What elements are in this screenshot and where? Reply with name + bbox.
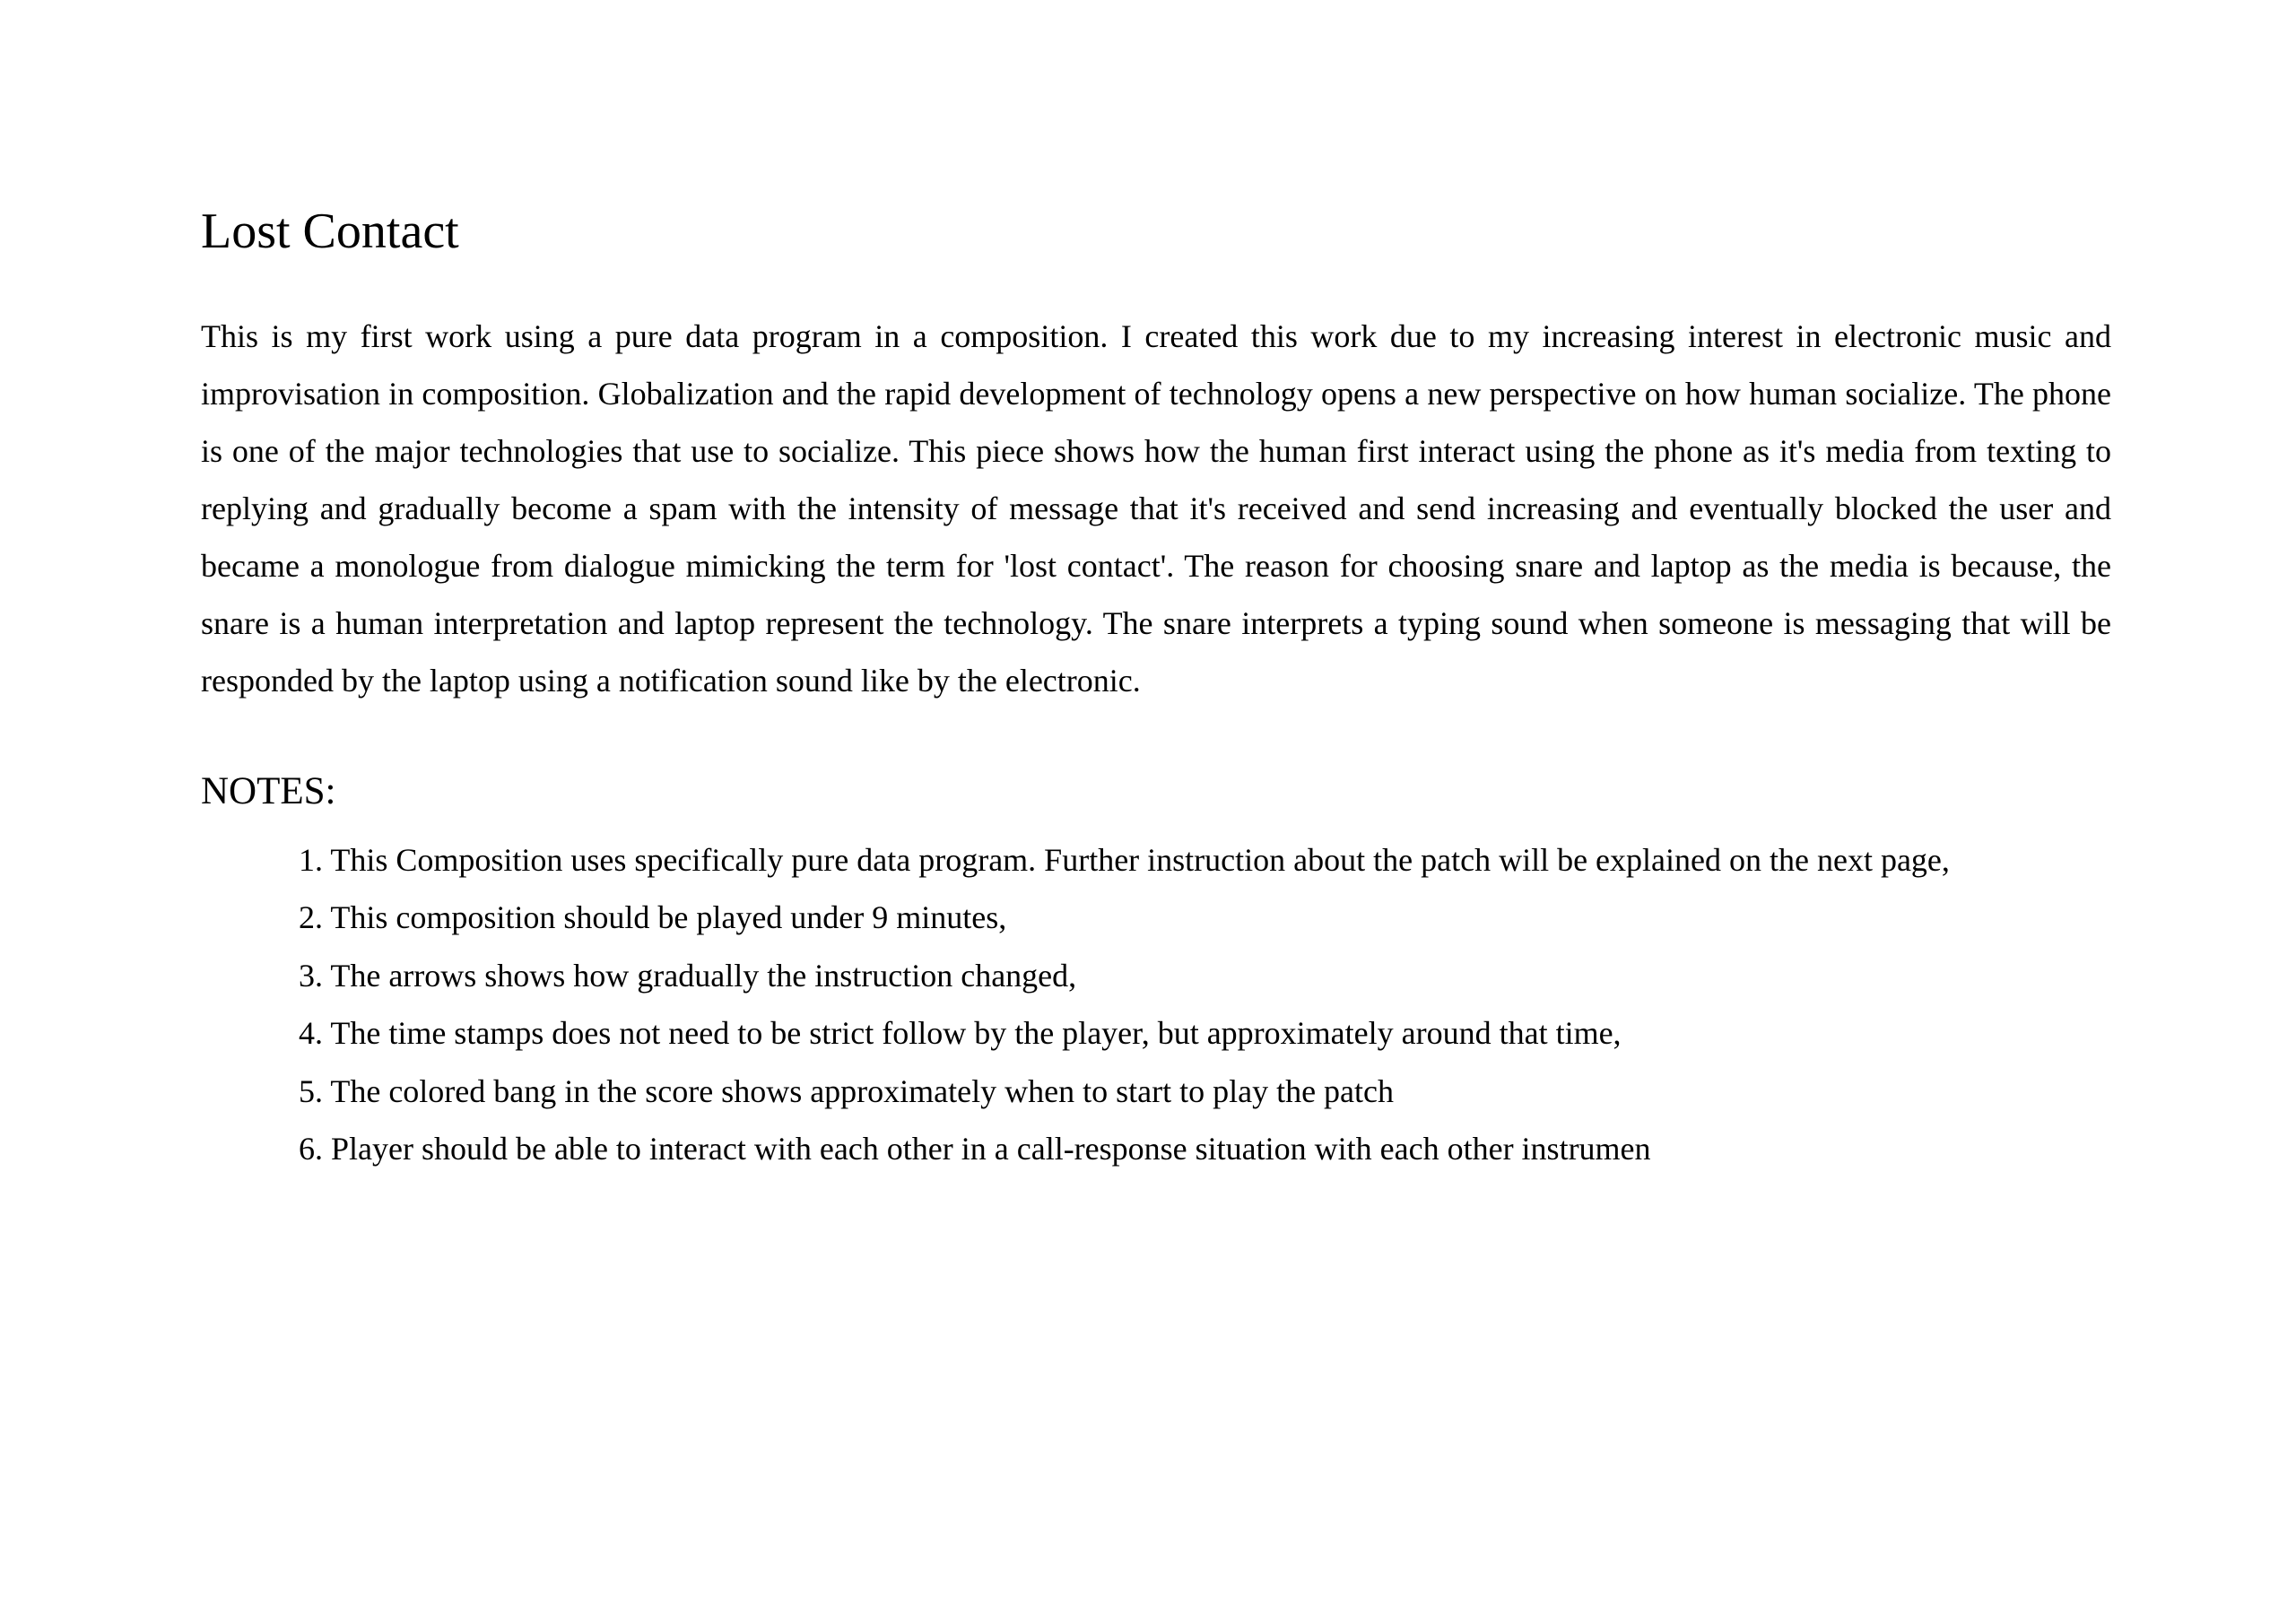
notes-list [299,831,2182,1177]
note-item-3: 3. The arrows shows how gradually the instruction changed, [299,957,1077,994]
notes-heading: NOTES: [201,770,336,812]
note-item-5: 5. The colored bang in the score shows approximately when to start to play the patch [299,1072,1395,1109]
document-title: Lost Contact [201,204,459,259]
note-item-1: 1. This Composition uses specifically pure data program. Further instruction about the patch will be explained on the next page, [299,842,1950,878]
note-item-4: 4. The time stamps does not need to be strict follow by the player, but approximately around that time, [299,1015,1622,1052]
note-item-2: 2. This composition should be played under 9 minutes, [299,899,1007,936]
description-paragraph: This is my first work using a pure data program in a composition. I created this work due to my increasing interest in electronic music and improvisation in composition. Globalization and the rapid development of technology opens a new perspective on how human socialize. The phone is one of the major technologies that use to socialize. This piece shows how the human first interact using the phone as it's media from texting to replying and gradually become a spam with the intensity of message that it's received and send increasing and eventually blocked the user and became a monologue from dialogue mimicking the term for 'lost contact'. The reason for choosing snare and laptop as the media is because, the snare is a human interpretation and laptop represent the technology. The snare interprets a typing sound when someone is messaging that will be responded by the laptop using a notification sound like by the electronic. [201,318,2111,699]
note-item-6: 6. Player should be able to interact with each other in a call-response situation with each other instrumen [299,1130,1651,1167]
